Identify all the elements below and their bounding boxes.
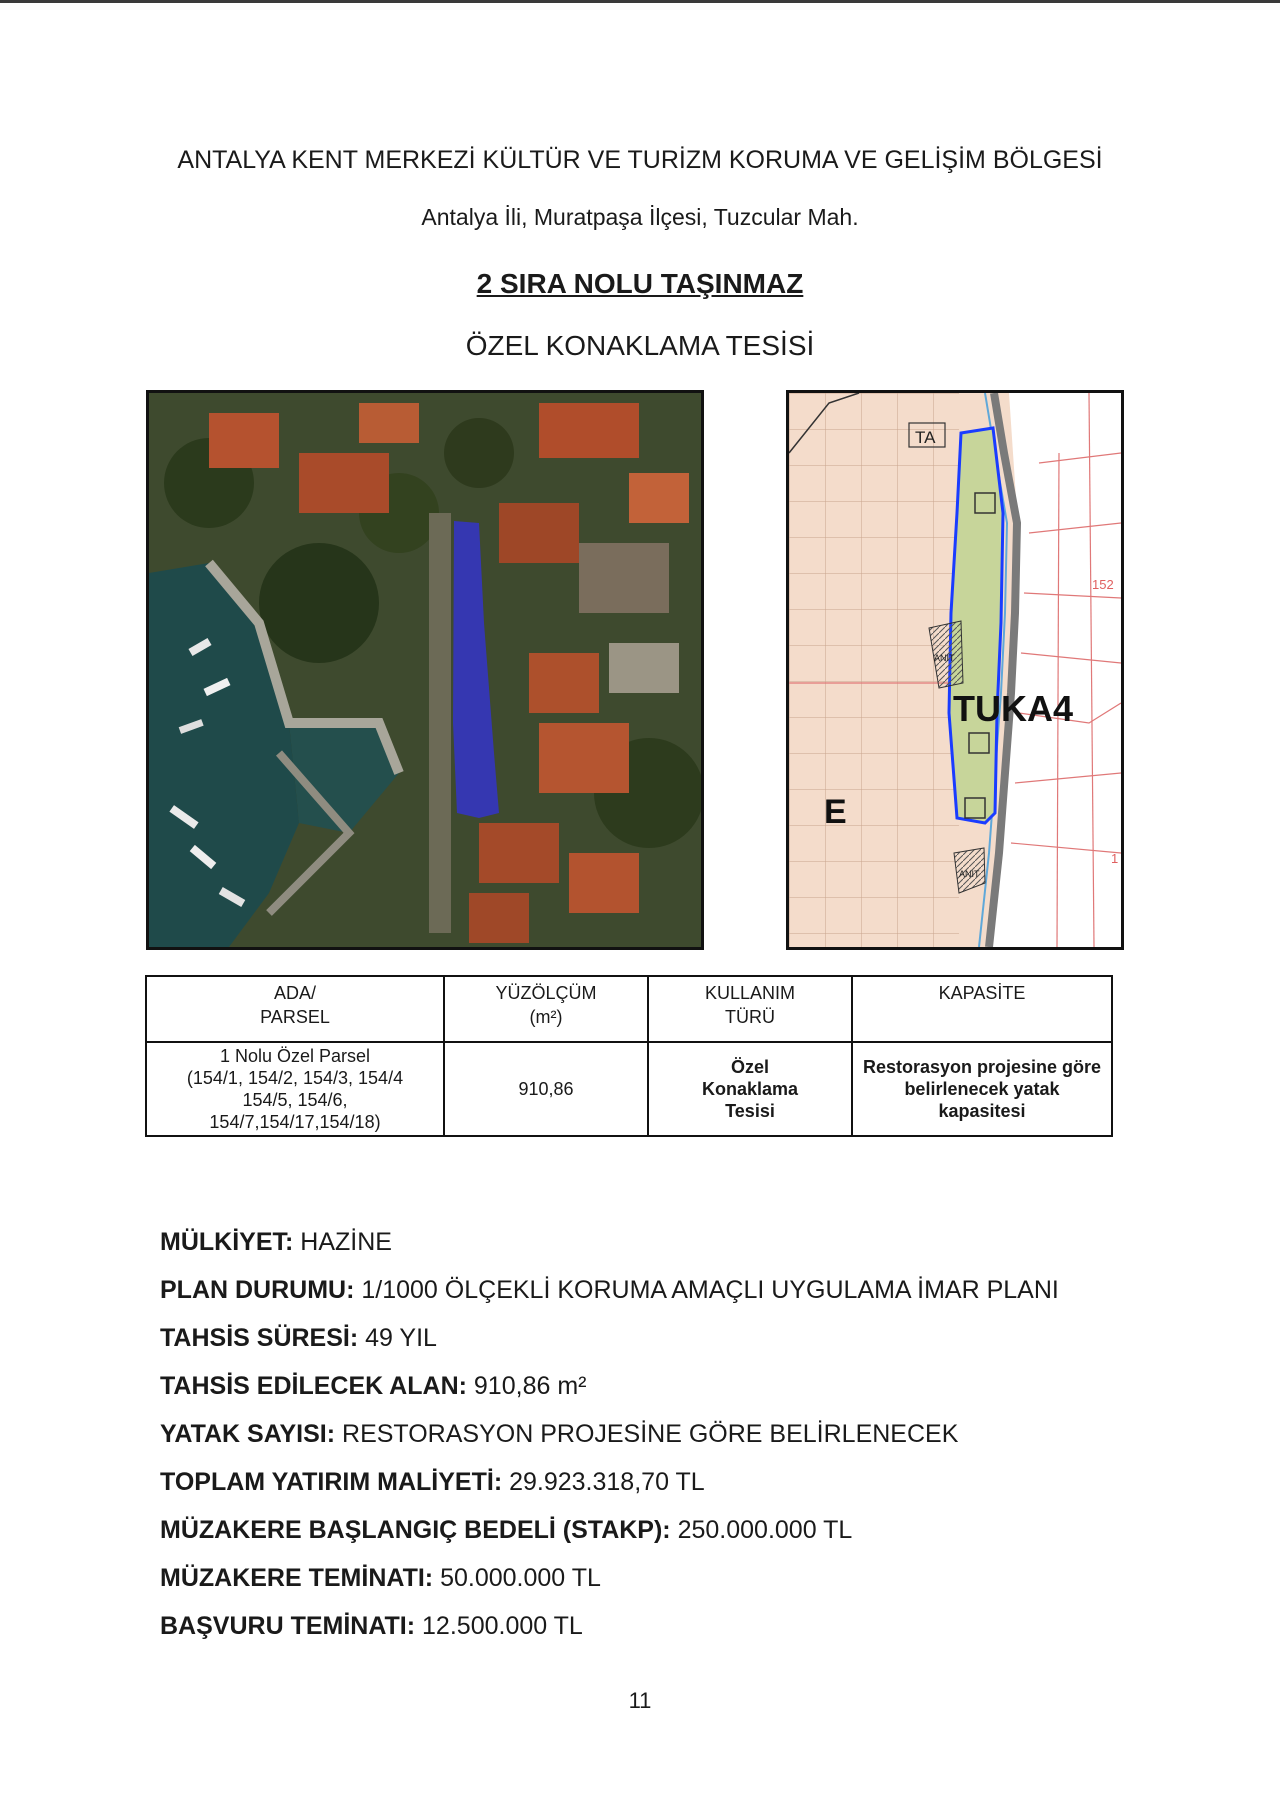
detail-muzakere-teminati: MÜZAKERE TEMİNATI: 50.000.000 TL (160, 1564, 601, 1592)
cell-parcel: 1 Nolu Özel Parsel (154/1, 154/2, 154/3, 154/4 154/5, 154/6, 154/7,154/17,154/18) (146, 1042, 444, 1136)
map-label-ta: TA (915, 428, 936, 447)
map-label-tuka: TUKA4 (953, 688, 1074, 729)
map-label-anit-bottom: ANIT (959, 869, 980, 879)
cell-use: Özel Konaklama Tesisi (648, 1042, 852, 1136)
page-number: 11 (628, 1688, 652, 1713)
header-ada-parsel: ADA/ PARSEL (146, 976, 444, 1042)
top-border-line (0, 0, 1280, 3)
cell-capacity: Restorasyon projesine göre belirlenecek yatak kapasitesi (852, 1042, 1112, 1136)
detail-list (160, 1222, 1059, 1654)
header-yuzolcum: YÜZÖLÇÜM (m²) (444, 976, 648, 1042)
detail-yatak-sayisi: YATAK SAYISI: RESTORASYON PROJESİNE GÖRE BELİRLENECEK (160, 1420, 959, 1448)
location-line: Antalya İli, Muratpaşa İlçesi, Tuzcular Mah. (421, 204, 859, 230)
cell-area: 910,86 (444, 1042, 648, 1136)
parcel-table (145, 975, 1113, 1137)
map-label-e: E (824, 793, 847, 831)
map-label-parcel-no: 152 (1092, 577, 1114, 592)
detail-plan-durumu: PLAN DURUMU: 1/1000 ÖLÇEKLİ KORUMA AMAÇLI UYGULAMA İMAR PLANI (160, 1276, 1059, 1304)
header-kapasite: KAPASİTE (852, 976, 1112, 1042)
region-heading: ANTALYA KENT MERKEZİ KÜLTÜR VE TURİZM KORUMA VE GELİŞİM BÖLGESİ (177, 146, 1103, 174)
detail-baslangic-bedeli: MÜZAKERE BAŞLANGIÇ BEDELİ (STAKP): 250.000.000 TL (160, 1516, 853, 1544)
detail-yatirim-maliyeti: TOPLAM YATIRIM MALİYETİ: 29.923.318,70 TL (160, 1468, 705, 1496)
detail-tahsis-suresi: TAHSİS SÜRESİ: 49 YIL (160, 1324, 437, 1352)
map-label-anit-top: ANIT (934, 653, 955, 663)
lot-title: 2 SIRA NOLU TAŞINMAZ (476, 268, 804, 299)
detail-basvuru-teminati: BAŞVURU TEMİNATI: 12.500.000 TL (160, 1612, 583, 1640)
detail-mulkiyet: MÜLKİYET: HAZİNE (160, 1228, 392, 1256)
map-label-edge-no: 1 (1111, 851, 1119, 866)
usage-title: ÖZEL KONAKLAMA TESİSİ (465, 330, 815, 361)
zoning-plan-map (786, 390, 1124, 950)
header-kullanim-turu: KULLANIM TÜRÜ (648, 976, 852, 1042)
table-row (146, 1042, 1112, 1136)
aerial-photo (146, 390, 704, 950)
table-header-row (146, 976, 1112, 1042)
detail-tahsis-alan: TAHSİS EDİLECEK ALAN: 910,86 m² (160, 1372, 587, 1400)
